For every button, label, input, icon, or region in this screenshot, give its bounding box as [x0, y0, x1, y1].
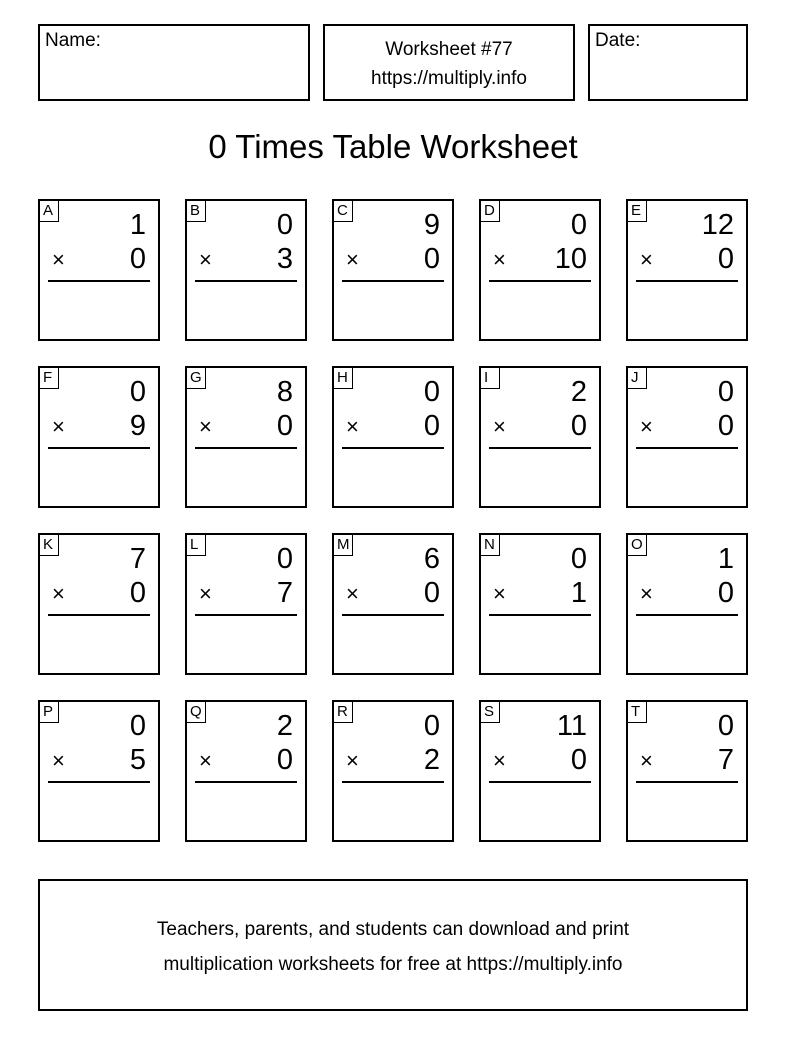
multiplier: 0 — [129, 577, 146, 609]
multiplier: 0 — [129, 243, 146, 275]
problem-letter: C — [333, 200, 353, 222]
problem-card[interactable] — [38, 533, 160, 675]
times-sign: × — [493, 247, 506, 272]
multiplier: 0 — [570, 744, 587, 776]
times-sign: × — [493, 581, 506, 606]
answer-rule — [489, 447, 591, 449]
problem-letter: F — [39, 367, 59, 389]
multiplicand: 0 — [570, 209, 587, 241]
multiplicand: 0 — [276, 543, 293, 575]
answer-rule — [342, 447, 444, 449]
times-sign: × — [52, 748, 65, 773]
problem-card[interactable] — [479, 366, 601, 508]
multiplicand: 0 — [717, 376, 734, 408]
problem-letter: K — [39, 534, 59, 556]
multiplier: 2 — [423, 744, 440, 776]
multiplier: 0 — [276, 744, 293, 776]
times-sign: × — [199, 414, 212, 439]
footer-note — [38, 879, 748, 1011]
problem-letter: O — [627, 534, 647, 556]
answer-rule — [636, 614, 738, 616]
problem-card[interactable] — [332, 700, 454, 842]
problem-letter: A — [39, 200, 59, 222]
page-title: 0 Times Table Worksheet — [208, 128, 578, 165]
times-sign: × — [493, 414, 506, 439]
multiplier: 0 — [423, 410, 440, 442]
problem-letter: R — [333, 701, 353, 723]
multiplicand: 12 — [701, 209, 734, 241]
problem-card[interactable] — [38, 700, 160, 842]
footer-line-1: Teachers, parents, and students can download and print — [156, 919, 630, 940]
worksheet-info-box — [323, 24, 575, 101]
multiplicand: 0 — [129, 710, 146, 742]
answer-rule — [636, 280, 738, 282]
times-sign: × — [346, 247, 359, 272]
name-label: Name: — [45, 30, 101, 51]
multiplicand: 0 — [129, 376, 146, 408]
problem-letter: Q — [186, 701, 206, 723]
times-sign: × — [640, 581, 653, 606]
problem-card[interactable] — [626, 700, 748, 842]
date-label: Date: — [595, 30, 641, 51]
multiplier: 0 — [717, 243, 734, 275]
multiplier: 0 — [717, 410, 734, 442]
problem-card[interactable] — [38, 366, 160, 508]
multiplicand: 0 — [570, 543, 587, 575]
answer-rule — [636, 447, 738, 449]
multiplier: 0 — [717, 577, 734, 609]
multiplicand: 1 — [129, 209, 146, 241]
multiplicand: 2 — [276, 710, 293, 742]
multiplicand: 11 — [556, 710, 587, 742]
multiplier: 1 — [570, 577, 587, 609]
problem-card[interactable] — [185, 700, 307, 842]
worksheet-number: Worksheet #77 — [385, 39, 513, 60]
problem-card[interactable] — [332, 533, 454, 675]
problem-letter: B — [186, 200, 206, 222]
answer-rule — [489, 614, 591, 616]
answer-rule — [195, 781, 297, 783]
answer-rule — [48, 447, 150, 449]
problem-card[interactable] — [626, 533, 748, 675]
times-sign: × — [640, 247, 653, 272]
answer-rule — [342, 614, 444, 616]
times-sign: × — [640, 748, 653, 773]
multiplier: 0 — [276, 410, 293, 442]
multiplier: 0 — [570, 410, 587, 442]
footer-line-2: multiplication worksheets for free at https://multiply.info — [163, 954, 623, 975]
times-sign: × — [52, 247, 65, 272]
problem-letter: L — [186, 534, 206, 556]
problem-letter: N — [480, 534, 500, 556]
problem-card[interactable] — [626, 366, 748, 508]
problem-letter: M — [333, 534, 353, 556]
problem-letter: S — [480, 701, 500, 723]
problem-letter: P — [39, 701, 59, 723]
times-sign: × — [52, 414, 65, 439]
multiplicand: 1 — [717, 543, 734, 575]
problem-card[interactable] — [332, 366, 454, 508]
problem-letter: T — [627, 701, 647, 723]
multiplicand: 6 — [423, 543, 440, 575]
answer-rule — [342, 781, 444, 783]
problem-letter: G — [186, 367, 206, 389]
multiplicand: 2 — [570, 376, 587, 408]
problem-letter: J — [627, 367, 647, 389]
multiplicand: 7 — [129, 543, 146, 575]
problem-card[interactable] — [185, 533, 307, 675]
multiplicand: 0 — [717, 710, 734, 742]
problem-card[interactable] — [332, 199, 454, 341]
answer-rule — [195, 614, 297, 616]
date-box[interactable] — [588, 24, 748, 101]
problem-letter: D — [480, 200, 500, 222]
multiplicand: 8 — [276, 376, 293, 408]
problem-card[interactable] — [479, 533, 601, 675]
times-sign: × — [346, 581, 359, 606]
multiplicand: 0 — [276, 209, 293, 241]
worksheet-url[interactable]: https://multiply.info — [371, 68, 527, 89]
times-sign: × — [52, 581, 65, 606]
answer-rule — [48, 280, 150, 282]
answer-rule — [636, 781, 738, 783]
times-sign: × — [199, 581, 212, 606]
times-sign: × — [199, 748, 212, 773]
answer-rule — [48, 781, 150, 783]
problem-letter: E — [627, 200, 647, 222]
multiplier: 0 — [423, 243, 440, 275]
problem-card[interactable] — [479, 199, 601, 341]
problem-card[interactable] — [185, 366, 307, 508]
answer-rule — [48, 614, 150, 616]
multiplicand: 9 — [423, 209, 440, 241]
name-box[interactable] — [38, 24, 310, 101]
times-sign: × — [640, 414, 653, 439]
problem-letter: H — [333, 367, 353, 389]
answer-rule — [195, 280, 297, 282]
answer-rule — [489, 280, 591, 282]
answer-rule — [195, 447, 297, 449]
times-sign: × — [346, 414, 359, 439]
times-sign: × — [346, 748, 359, 773]
problem-card[interactable] — [626, 199, 748, 341]
answer-rule — [489, 781, 591, 783]
answer-rule — [342, 280, 444, 282]
multiplicand: 0 — [423, 376, 440, 408]
problem-letter: I — [480, 367, 500, 389]
problem-card[interactable] — [479, 700, 601, 842]
problem-card[interactable] — [38, 199, 160, 341]
multiplier: 9 — [129, 410, 146, 442]
multiplicand: 0 — [423, 710, 440, 742]
multiplier: 0 — [423, 577, 440, 609]
multiplier: 10 — [554, 243, 587, 275]
times-sign: × — [493, 748, 506, 773]
multiplier: 7 — [276, 577, 293, 609]
multiplier: 5 — [129, 744, 146, 776]
multiplier: 7 — [717, 744, 734, 776]
multiplier: 3 — [276, 243, 293, 275]
times-sign: × — [199, 247, 212, 272]
problem-card[interactable] — [185, 199, 307, 341]
